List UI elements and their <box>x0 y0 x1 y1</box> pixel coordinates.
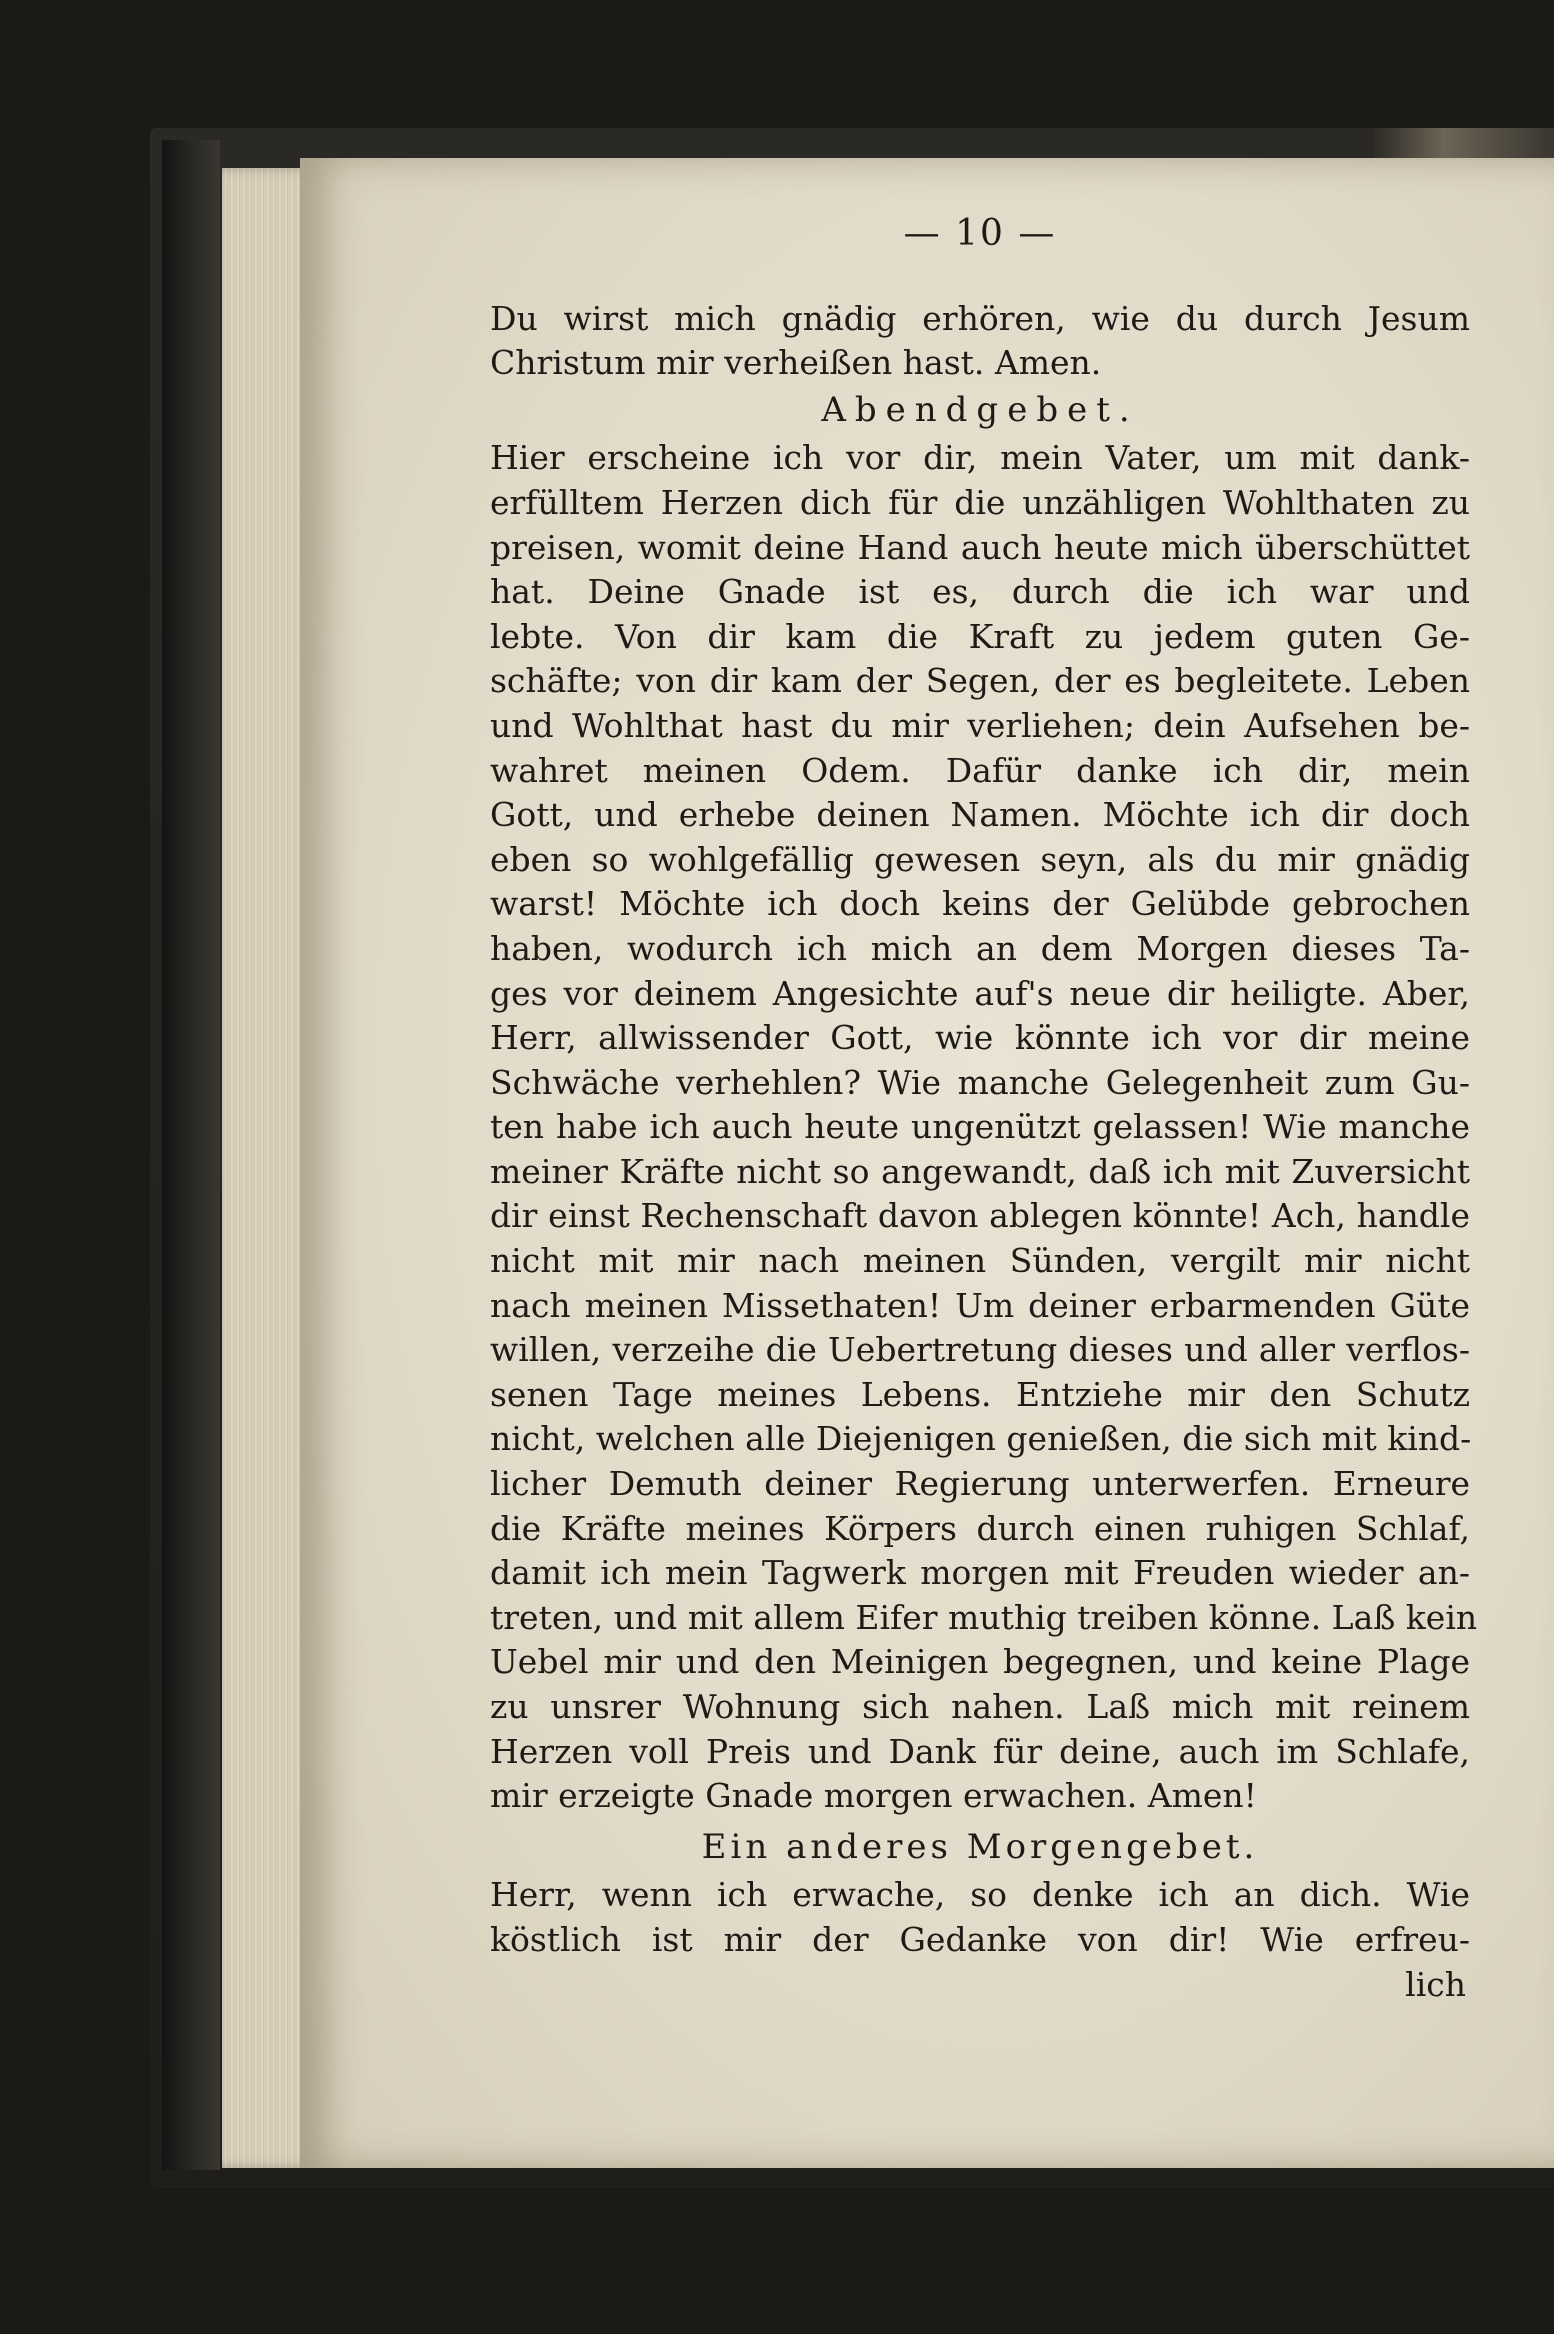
text-line: Uebel mir und den Meinigen begegnen, und keine Plage <box>490 1642 1470 1682</box>
text-line: lebte. Von dir kam die Kraft zu jedem guten Ge- <box>490 616 1470 656</box>
text-line: senen Tage meines Lebens. Entziehe mir den Schutz <box>490 1374 1470 1414</box>
book-top-edge <box>1370 128 1554 162</box>
text-line: Herzen voll Preis und Dank für deine, auch im Schlafe, <box>490 1731 1470 1771</box>
text-line: mir erzeigte Gnade morgen erwachen. Amen! <box>490 1776 1257 1816</box>
text-line: zu unsrer Wohnung sich nahen. Laß mich mit reinem <box>490 1687 1470 1726</box>
text-line: treten, und mit allem Eifer muthig treiben könne. Laß kein <box>490 1597 1478 1637</box>
text-line: schäfte; von dir kam der Segen, der es begleitete. Leben <box>490 661 1470 701</box>
text-line: nicht, welchen alle Diejenigen genießen, die sich mit kind- <box>490 1419 1472 1459</box>
text-line: Du wirst mich gnädig erhören, wie du durch Jesum <box>490 298 1470 338</box>
section-heading-morgengebet: Ein anderes Morgengebet. <box>701 1826 1259 1867</box>
text-line: erfülltem Herzen dich für die unzähligen Wohlthaten zu <box>490 482 1470 522</box>
text-line: Schwäche verhehlen? Wie manche Gelegenheit zum Gu- <box>490 1062 1470 1102</box>
book-spine-edge <box>162 140 220 2170</box>
text-line: und Wohlthat hast du mir verliehen; dein Aufsehen be- <box>490 705 1470 745</box>
text-line: die Kräfte meines Körpers durch einen ruhigen Schlaf, <box>490 1508 1470 1548</box>
text-line: preisen, womit deine Hand auch heute mich überschüttet <box>490 527 1470 567</box>
text-line: damit ich mein Tagwerk morgen mit Freuden wieder an- <box>490 1553 1470 1593</box>
morgengebet-paragraph <box>490 1873 1470 1962</box>
text-line: willen, verzeihe die Uebertretung dieses und aller verflos- <box>490 1330 1470 1370</box>
text-line: licher Demuth deiner Regierung unterwerfen. Erneure <box>490 1464 1470 1504</box>
page-text-block <box>490 212 1478 2007</box>
text-line: dir einst Rechenschaft davon ablegen könnte! Ach, handle <box>490 1196 1470 1236</box>
text-line: Christum mir verheißen hast. Amen. <box>490 343 1102 383</box>
abendgebet-paragraph <box>490 436 1478 1818</box>
text-line: Hier erscheine ich vor dir, mein Vater, um mit dank- <box>490 438 1470 478</box>
text-line: ges vor deinem Angesichte auf's neue dir heiligte. Aber, <box>490 973 1470 1013</box>
text-line: nicht mit mir nach meinen Sünden, vergilt mir nicht <box>490 1241 1470 1281</box>
text-line: meiner Kräfte nicht so angewandt, daß ich mit Zuversicht <box>490 1151 1470 1191</box>
text-line: Herr, wenn ich erwache, so denke ich an dich. Wie <box>490 1875 1470 1915</box>
text-line: Herr, allwissender Gott, wie könnte ich vor dir meine <box>490 1018 1470 1058</box>
catchword: lich <box>1405 1964 1466 2004</box>
text-line: ten habe ich auch heute ungenützt gelassen! Wie manche <box>490 1107 1470 1147</box>
text-line: hat. Deine Gnade ist es, durch die ich war und <box>490 572 1470 612</box>
intro-paragraph <box>490 297 1470 386</box>
text-line: wahret meinen Odem. Dafür danke ich dir, mein <box>490 750 1470 790</box>
section-heading-abendgebet: Abendgebet. <box>821 389 1139 430</box>
text-line: Gott, und erhebe deinen Namen. Möchte ich dir doch <box>490 795 1470 835</box>
page-number: — 10 — <box>903 213 1057 254</box>
text-line: eben so wohlgefällig gewesen seyn, als du mir gnädig <box>490 839 1470 879</box>
text-line: köstlich ist mir der Gedanke von dir! Wie erfreu- <box>490 1919 1470 1959</box>
text-line: nach meinen Missethaten! Um deiner erbarmenden Güte <box>490 1285 1470 1325</box>
text-line: warst! Möchte ich doch keins der Gelübde gebrochen <box>490 884 1470 924</box>
text-line: haben, wodurch ich mich an dem Morgen dieses Ta- <box>490 928 1470 968</box>
